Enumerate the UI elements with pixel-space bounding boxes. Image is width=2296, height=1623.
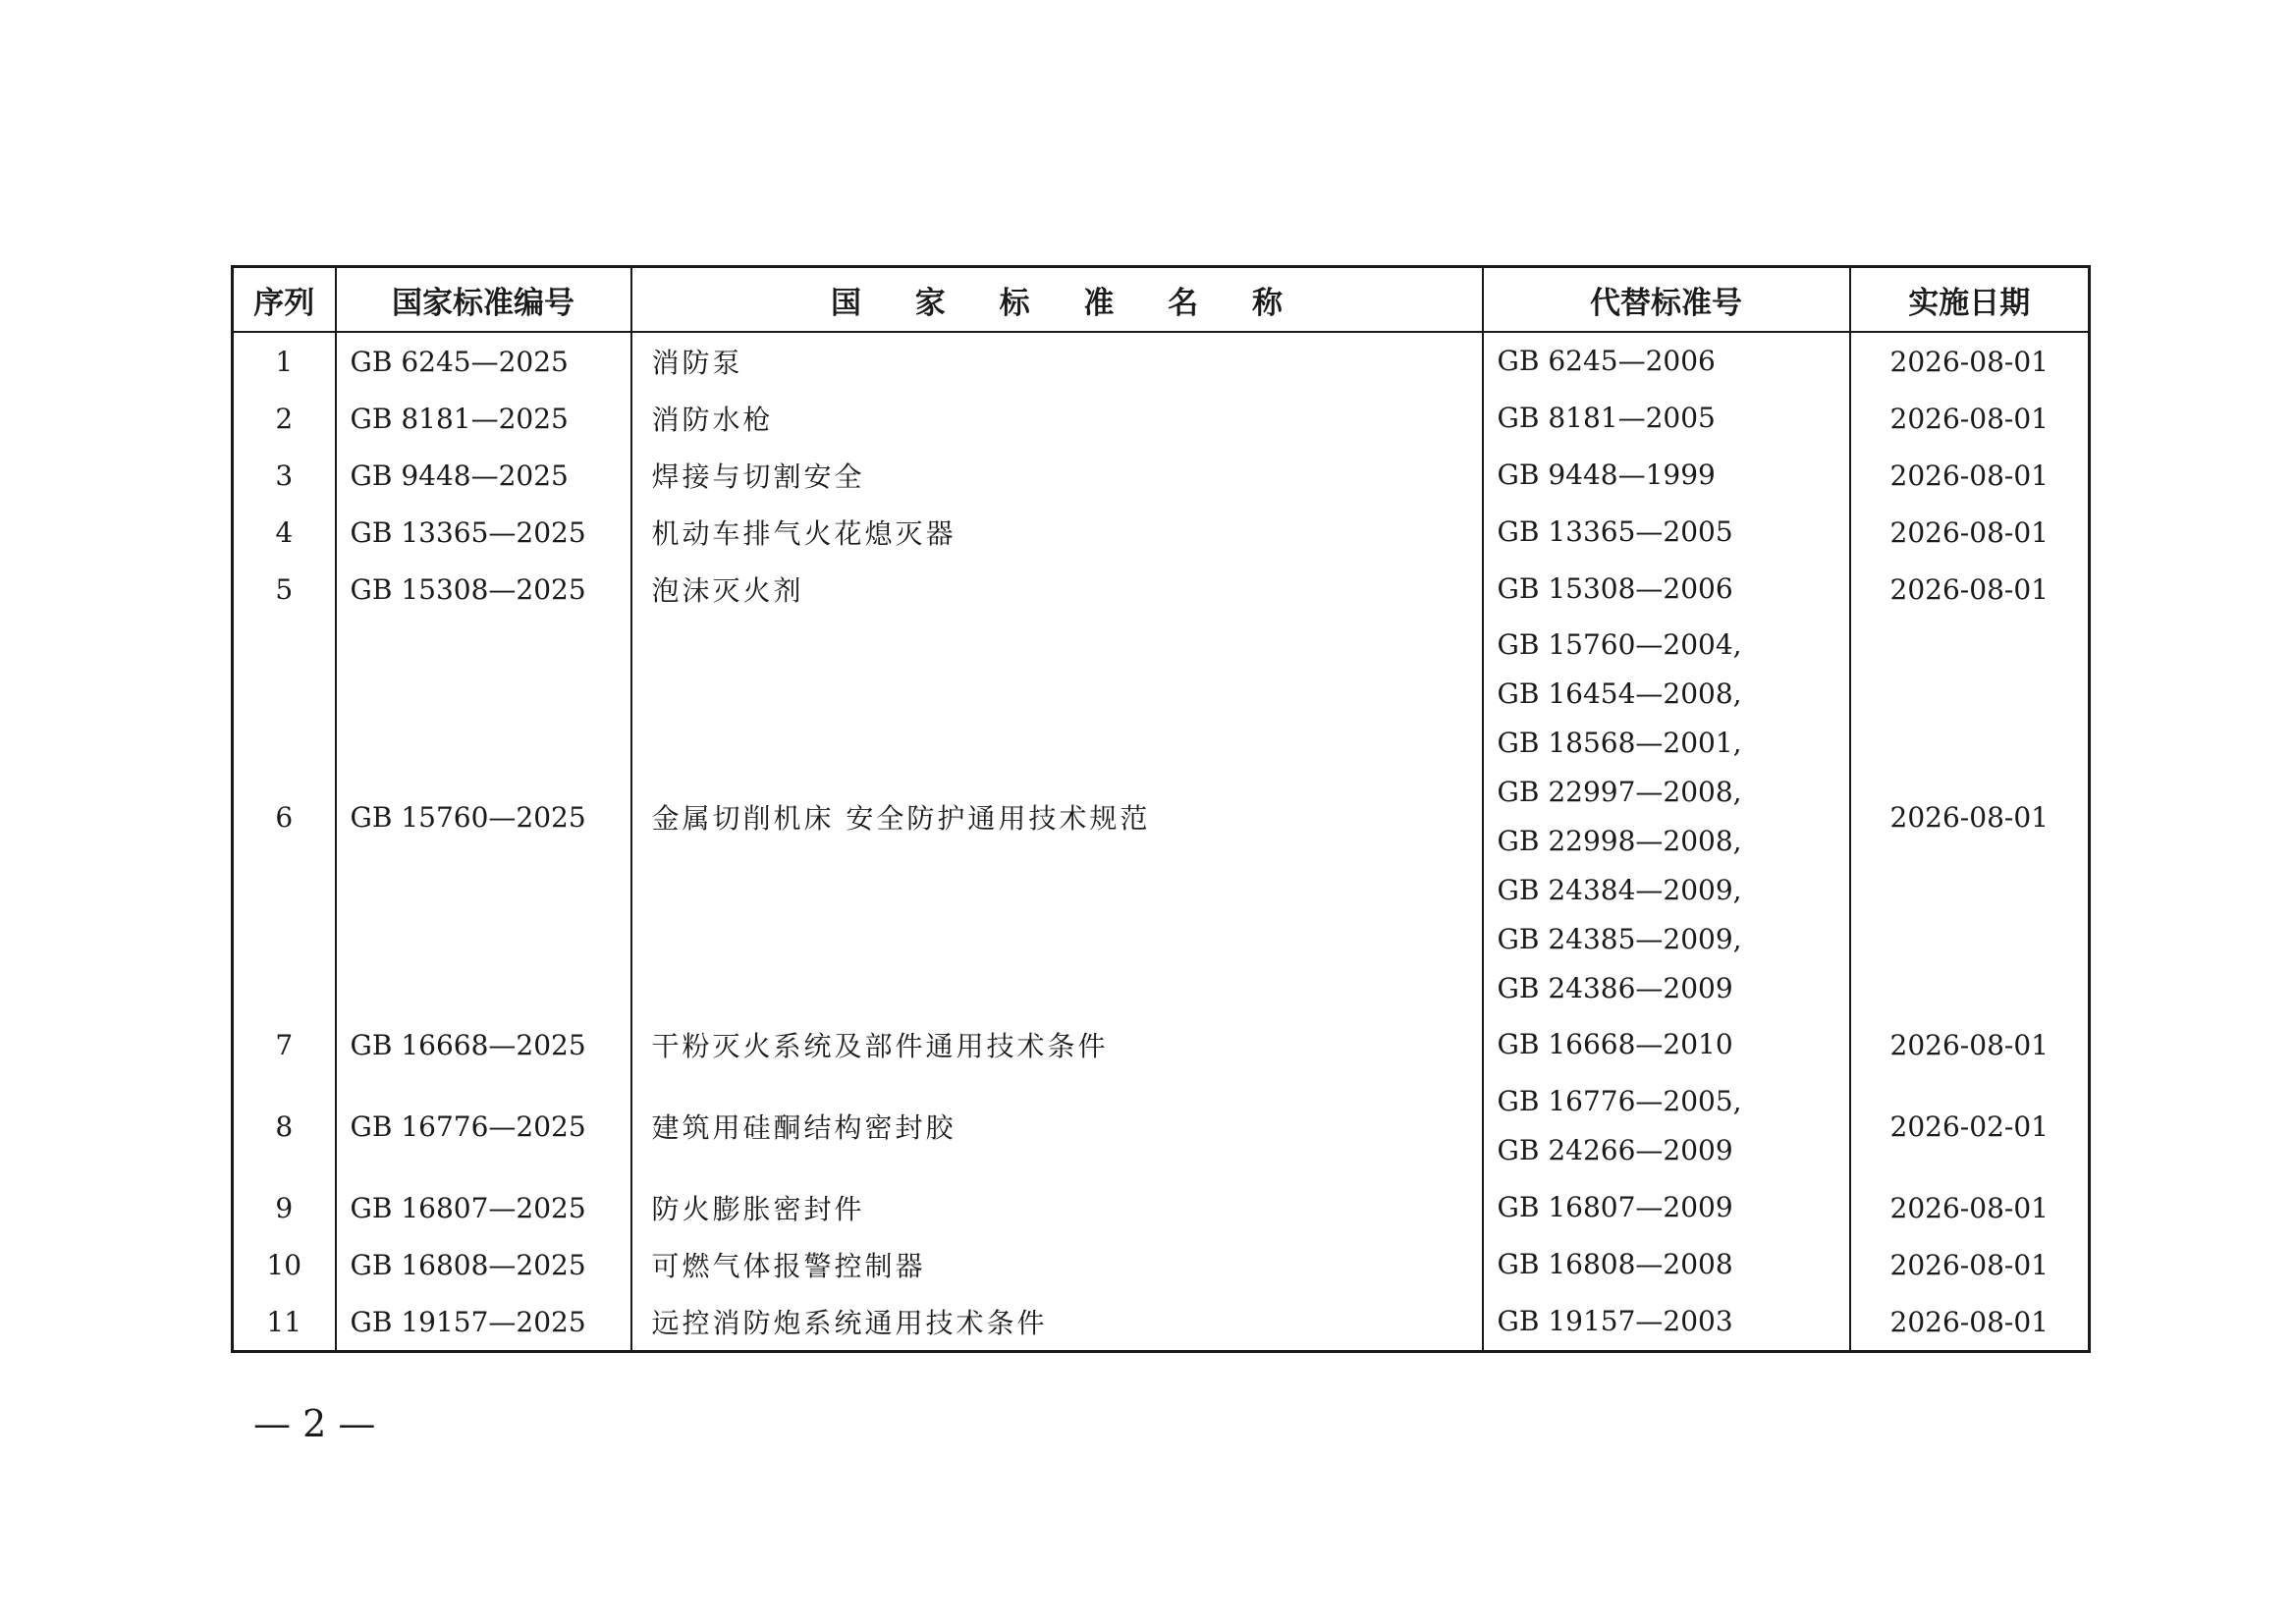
row-seq: 9 xyxy=(233,1179,336,1236)
row-seq: 5 xyxy=(233,561,336,618)
row-standard-name: 泡沫灭火剂 xyxy=(631,561,1483,618)
table-row xyxy=(233,1016,2090,1073)
row-standard-name: 金属切削机床 安全防护通用技术规范 xyxy=(631,618,1483,1016)
row-standard-name: 消防泵 xyxy=(631,332,1483,390)
row-implementation-date: 2026-08-01 xyxy=(1850,1179,2090,1236)
row-implementation-date: 2026-08-01 xyxy=(1850,332,2090,390)
header-standard-number: 国家标准编号 xyxy=(336,267,631,333)
replaced-standard-number: GB 16454—2008, xyxy=(1497,677,1742,710)
replaced-standard-number: GB 22998—2008, xyxy=(1497,825,1742,857)
standards-table xyxy=(231,265,2091,1353)
row-replaced-standards xyxy=(1483,1016,1850,1073)
row-implementation-date: 2026-08-01 xyxy=(1850,447,2090,504)
row-implementation-date: 2026-08-01 xyxy=(1850,390,2090,447)
row-seq: 10 xyxy=(233,1236,336,1293)
replaced-standard-number: GB 15760—2004, xyxy=(1497,628,1742,661)
replaced-standard-number: GB 6245—2006 xyxy=(1497,345,1716,377)
row-replaced-standards xyxy=(1483,561,1850,618)
replaced-standard-number: GB 16808—2008 xyxy=(1497,1248,1733,1280)
row-implementation-date: 2026-08-01 xyxy=(1850,1293,2090,1352)
replaced-standard-number: GB 19157—2003 xyxy=(1497,1305,1733,1337)
row-replaced-standards xyxy=(1483,447,1850,504)
table-row xyxy=(233,390,2090,447)
row-standard-name: 可燃气体报警控制器 xyxy=(631,1236,1483,1293)
row-standard-number: GB 16808—2025 xyxy=(336,1236,631,1293)
row-standard-name: 建筑用硅酮结构密封胶 xyxy=(631,1073,1483,1179)
table-row xyxy=(233,332,2090,390)
row-replaced-standards xyxy=(1483,332,1850,390)
replaced-standard-number: GB 24266—2009 xyxy=(1497,1134,1733,1166)
table-header-row xyxy=(233,267,2090,333)
table-row xyxy=(233,618,2090,1016)
row-seq: 6 xyxy=(233,618,336,1016)
table-row xyxy=(233,504,2090,561)
row-standard-name: 焊接与切割安全 xyxy=(631,447,1483,504)
row-standard-number: GB 19157—2025 xyxy=(336,1293,631,1352)
replaced-standard-number: GB 16668—2010 xyxy=(1497,1028,1733,1060)
replaced-standard-number: GB 18568—2001, xyxy=(1497,727,1742,759)
replaced-standard-number: GB 8181—2005 xyxy=(1497,402,1716,434)
row-implementation-date: 2026-08-01 xyxy=(1850,1016,2090,1073)
row-seq: 8 xyxy=(233,1073,336,1179)
row-replaced-standards xyxy=(1483,504,1850,561)
row-standard-name: 机动车排气火花熄灭器 xyxy=(631,504,1483,561)
row-standard-number: GB 6245—2025 xyxy=(336,332,631,390)
table-row xyxy=(233,1293,2090,1352)
replaced-standard-number: GB 24386—2009 xyxy=(1497,972,1733,1004)
row-standard-name: 消防水枪 xyxy=(631,390,1483,447)
row-standard-number: GB 15308—2025 xyxy=(336,561,631,618)
row-standard-number: GB 16807—2025 xyxy=(336,1179,631,1236)
row-standard-number: GB 15760—2025 xyxy=(336,618,631,1016)
row-standard-name: 远控消防炮系统通用技术条件 xyxy=(631,1293,1483,1352)
row-standard-number: GB 16776—2025 xyxy=(336,1073,631,1179)
row-implementation-date: 2026-08-01 xyxy=(1850,618,2090,1016)
table-row xyxy=(233,1236,2090,1293)
row-implementation-date: 2026-08-01 xyxy=(1850,561,2090,618)
replaced-standard-number: GB 16807—2009 xyxy=(1497,1191,1733,1223)
row-replaced-standards xyxy=(1483,1236,1850,1293)
replaced-standard-number: GB 24385—2009, xyxy=(1497,923,1742,955)
row-replaced-standards xyxy=(1483,618,1850,1016)
replaced-standard-number: GB 24384—2009, xyxy=(1497,874,1742,906)
row-standard-number: GB 8181—2025 xyxy=(336,390,631,447)
header-replaced-standard: 代替标准号 xyxy=(1483,267,1850,333)
row-replaced-standards xyxy=(1483,1179,1850,1236)
row-replaced-standards xyxy=(1483,390,1850,447)
replaced-standard-number: GB 16776—2005, xyxy=(1497,1085,1742,1117)
row-implementation-date: 2026-08-01 xyxy=(1850,1236,2090,1293)
row-replaced-standards xyxy=(1483,1073,1850,1179)
row-seq: 2 xyxy=(233,390,336,447)
row-seq: 4 xyxy=(233,504,336,561)
row-replaced-standards xyxy=(1483,1293,1850,1352)
row-standard-number: GB 9448—2025 xyxy=(336,447,631,504)
replaced-standard-number: GB 13365—2005 xyxy=(1497,515,1733,548)
table-row xyxy=(233,1073,2090,1179)
row-seq: 7 xyxy=(233,1016,336,1073)
replaced-standard-number: GB 15308—2006 xyxy=(1497,572,1733,605)
row-seq: 11 xyxy=(233,1293,336,1352)
table-row xyxy=(233,447,2090,504)
row-standard-name: 防火膨胀密封件 xyxy=(631,1179,1483,1236)
row-implementation-date: 2026-08-01 xyxy=(1850,504,2090,561)
page-number: — 2 — xyxy=(253,1402,376,1445)
row-seq: 3 xyxy=(233,447,336,504)
replaced-standard-number: GB 9448—1999 xyxy=(1497,459,1716,491)
table-row xyxy=(233,561,2090,618)
row-seq: 1 xyxy=(233,332,336,390)
row-standard-number: GB 16668—2025 xyxy=(336,1016,631,1073)
row-implementation-date: 2026-02-01 xyxy=(1850,1073,2090,1179)
header-seq: 序列 xyxy=(233,267,336,333)
row-standard-name: 干粉灭火系统及部件通用技术条件 xyxy=(631,1016,1483,1073)
header-standard-name: 国 家 标 准 名 称 xyxy=(631,267,1483,333)
row-standard-number: GB 13365—2025 xyxy=(336,504,631,561)
table-body xyxy=(233,332,2090,1352)
table-row xyxy=(233,1179,2090,1236)
header-implementation-date: 实施日期 xyxy=(1850,267,2090,333)
replaced-standard-number: GB 22997—2008, xyxy=(1497,776,1742,808)
